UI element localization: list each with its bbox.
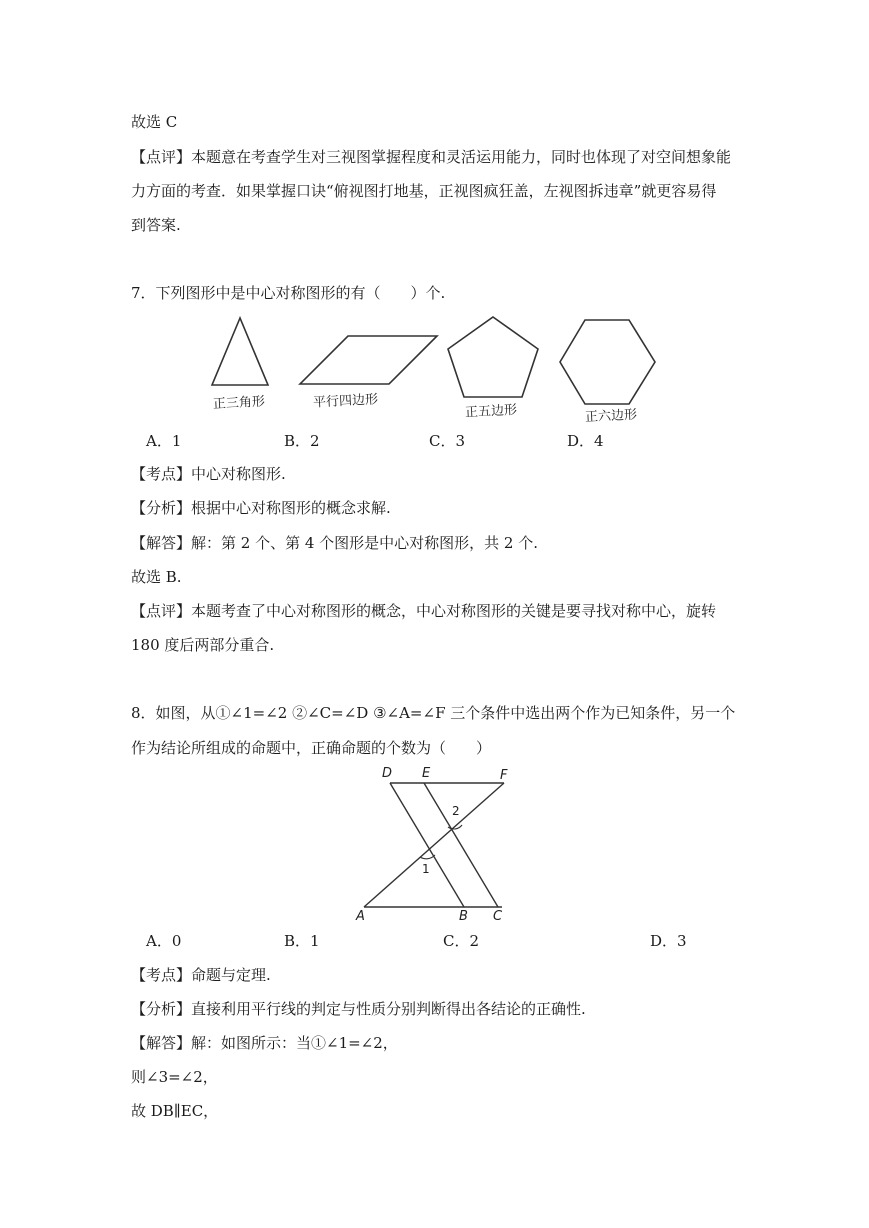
triangle-shape [212,318,268,385]
hexagon-label: 正六边形 [584,407,638,425]
label-c: C [493,909,503,924]
triangle-label: 正三角形 [212,394,266,413]
q7-option-b: B．2 [284,432,320,450]
parallelogram-shape [300,336,437,384]
prev-comment-line-1: 【点评】本题意在考查学生对三视图掌握程度和灵活运用能力，同时也体现了对空间想象能 [131,148,732,166]
q8-option-c: C．2 [443,932,480,950]
q8-kaodian: 【考点】命题与定理. [131,966,271,984]
q7-comment-line-1: 【点评】本题考查了中心对称图形的概念，中心对称图形的关键是要寻找对称中心，旋转 [131,602,717,620]
q7-answer: 故选 B. [131,568,182,586]
q7-fenxi: 【分析】根据中心对称图形的概念求解. [131,499,391,517]
prev-comment-line-3: 到答案. [131,216,181,234]
label-angle-1: 1 [422,862,430,876]
hexagon-shape [560,320,655,404]
label-d: D [382,766,393,781]
q8-geometry-figure [352,765,522,925]
q8-step-1: 则∠3=∠2， [131,1068,218,1086]
q7-stem: 7．下列图形中是中心对称图形的有（ ）个. [131,284,446,302]
q8-option-a: A．0 [146,932,182,950]
q7-option-d: D．4 [567,432,604,450]
q8-option-b: B．1 [284,932,320,950]
prev-comment-line-2: 力方面的考查．如果掌握口诀“俯视图打地基，正视图疯狂盖，左视图拆违章”就更容易得 [131,182,717,200]
label-f: F [500,768,508,783]
label-a: A [356,909,365,924]
q7-kaodian: 【考点】中心对称图形. [131,465,286,483]
q7-option-a: A．1 [146,432,182,450]
q8-stem-line-1: 8．如图，从①∠1=∠2 ②∠C=∠D ③∠A=∠F 三个条件中选出两个作为已知条件，另一个 [131,704,736,722]
pentagon-label: 正五边形 [464,402,518,421]
q8-jieda: 【解答】解：如图所示：当①∠1=∠2， [131,1034,398,1052]
q7-option-c: C．3 [429,432,466,450]
q8-step-2: 故 DB∥EC， [131,1102,219,1120]
label-angle-2: 2 [452,804,460,818]
parallelogram-label: 平行四边形 [312,392,379,411]
q7-shapes-figure [205,315,675,425]
pentagon-shape [448,317,538,397]
q7-comment-line-2: 180 度后两部分重合. [131,636,275,654]
label-e: E [422,766,431,781]
q8-option-d: D．3 [650,932,687,950]
q8-stem-line-2: 作为结论所组成的命题中，正确命题的个数为（ ） [131,739,492,757]
label-b: B [459,909,468,924]
q8-fenxi: 【分析】直接利用平行线的判定与性质分别判断得出各结论的正确性. [131,1000,586,1018]
q7-jieda: 【解答】解：第 2 个、第 4 个图形是中心对称图形，共 2 个. [131,534,539,552]
prev-answer: 故选 C [131,113,178,131]
